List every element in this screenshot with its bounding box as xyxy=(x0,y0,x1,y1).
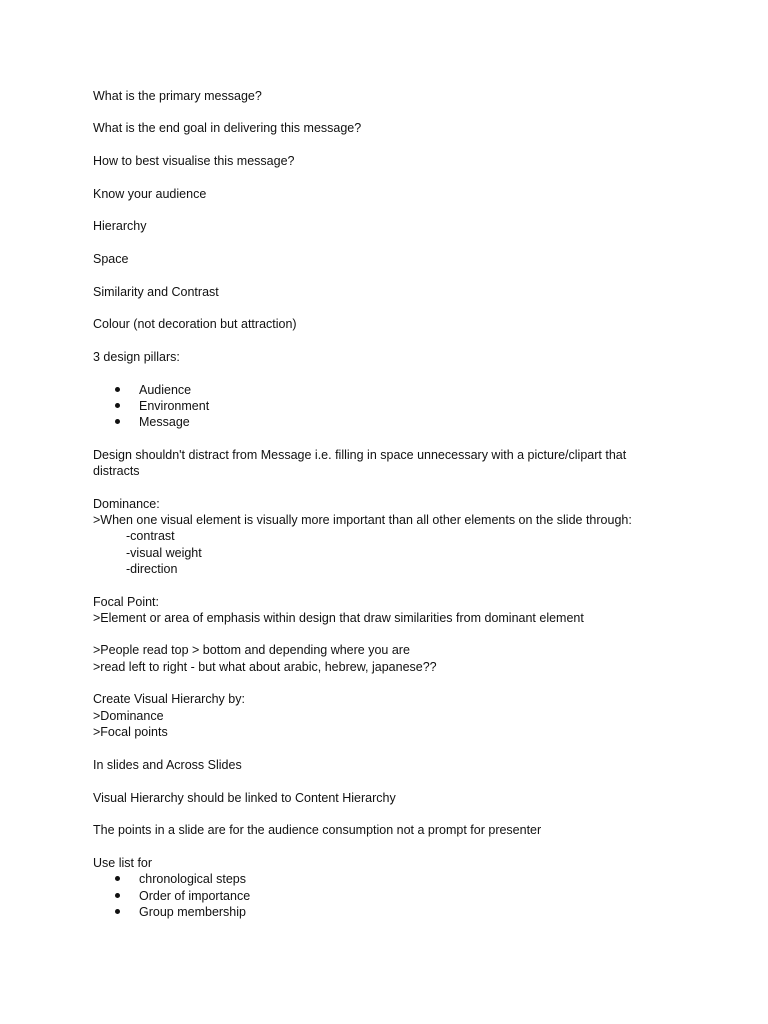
bullet-icon xyxy=(115,876,120,881)
bullet-icon xyxy=(115,403,120,408)
list-item xyxy=(115,414,190,430)
paragraph-design-pillars: 3 design pillars: xyxy=(93,350,180,364)
paragraph-hierarchy: Hierarchy xyxy=(93,219,147,233)
paragraph-similarity-contrast: Similarity and Contrast xyxy=(93,285,219,299)
list-item xyxy=(115,398,209,414)
focal-point-heading: Focal Point: xyxy=(93,595,160,609)
paragraph-end-goal: What is the end goal in delivering this message? xyxy=(93,121,362,135)
paragraph-distract-line-1: Design shouldn't distract from Message i.e. filling in space unnecessary with a picture/clipart that xyxy=(93,448,627,462)
paragraph-visual-content-hierarchy: Visual Hierarchy should be linked to Content Hierarchy xyxy=(93,791,396,805)
list-item-label: Audience xyxy=(139,383,192,397)
bullet-icon xyxy=(115,893,120,898)
dominance-item-direction: -direction xyxy=(126,562,178,576)
paragraph-distract-line-2: distracts xyxy=(93,464,140,478)
list-item-label: Order of importance xyxy=(139,889,251,903)
reading-line-2: >read left to right - but what about arabic, hebrew, japanese?? xyxy=(93,660,437,674)
bullet-icon xyxy=(115,419,120,424)
paragraph-colour: Colour (not decoration but attraction) xyxy=(93,317,297,331)
visual-hierarchy-item-focal-points: >Focal points xyxy=(93,725,168,739)
reading-line-1: >People read top > bottom and depending where you are xyxy=(93,643,410,657)
list-item-label: chronological steps xyxy=(139,872,247,886)
list-item-label: Environment xyxy=(139,399,210,413)
use-list-heading: Use list for xyxy=(93,856,153,870)
list-item xyxy=(115,871,246,887)
paragraph-audience-consumption: The points in a slide are for the audience consumption not a prompt for presenter xyxy=(93,823,542,837)
focal-point-definition: >Element or area of emphasis within design that draw similarities from dominant element xyxy=(93,611,584,625)
dominance-item-contrast: -contrast xyxy=(126,529,175,543)
paragraph-slides: In slides and Across Slides xyxy=(93,758,242,772)
list-item xyxy=(115,904,246,920)
bullet-icon xyxy=(115,909,120,914)
dominance-item-visual-weight: -visual weight xyxy=(126,546,202,560)
list-item xyxy=(115,888,250,904)
list-item-label: Message xyxy=(139,415,190,429)
paragraph-space: Space xyxy=(93,252,129,266)
paragraph-know-audience: Know your audience xyxy=(93,187,207,201)
visual-hierarchy-item-dominance: >Dominance xyxy=(93,709,164,723)
list-item-label: Group membership xyxy=(139,905,246,919)
paragraph-visualise: How to best visualise this message? xyxy=(93,154,295,168)
dominance-definition: >When one visual element is visually more important than all other elements on the slide through: xyxy=(93,513,632,527)
visual-hierarchy-heading: Create Visual Hierarchy by: xyxy=(93,692,245,706)
bullet-icon xyxy=(115,387,120,392)
list-item xyxy=(115,382,191,398)
dominance-heading: Dominance: xyxy=(93,497,160,511)
paragraph-primary-message: What is the primary message? xyxy=(93,89,262,103)
